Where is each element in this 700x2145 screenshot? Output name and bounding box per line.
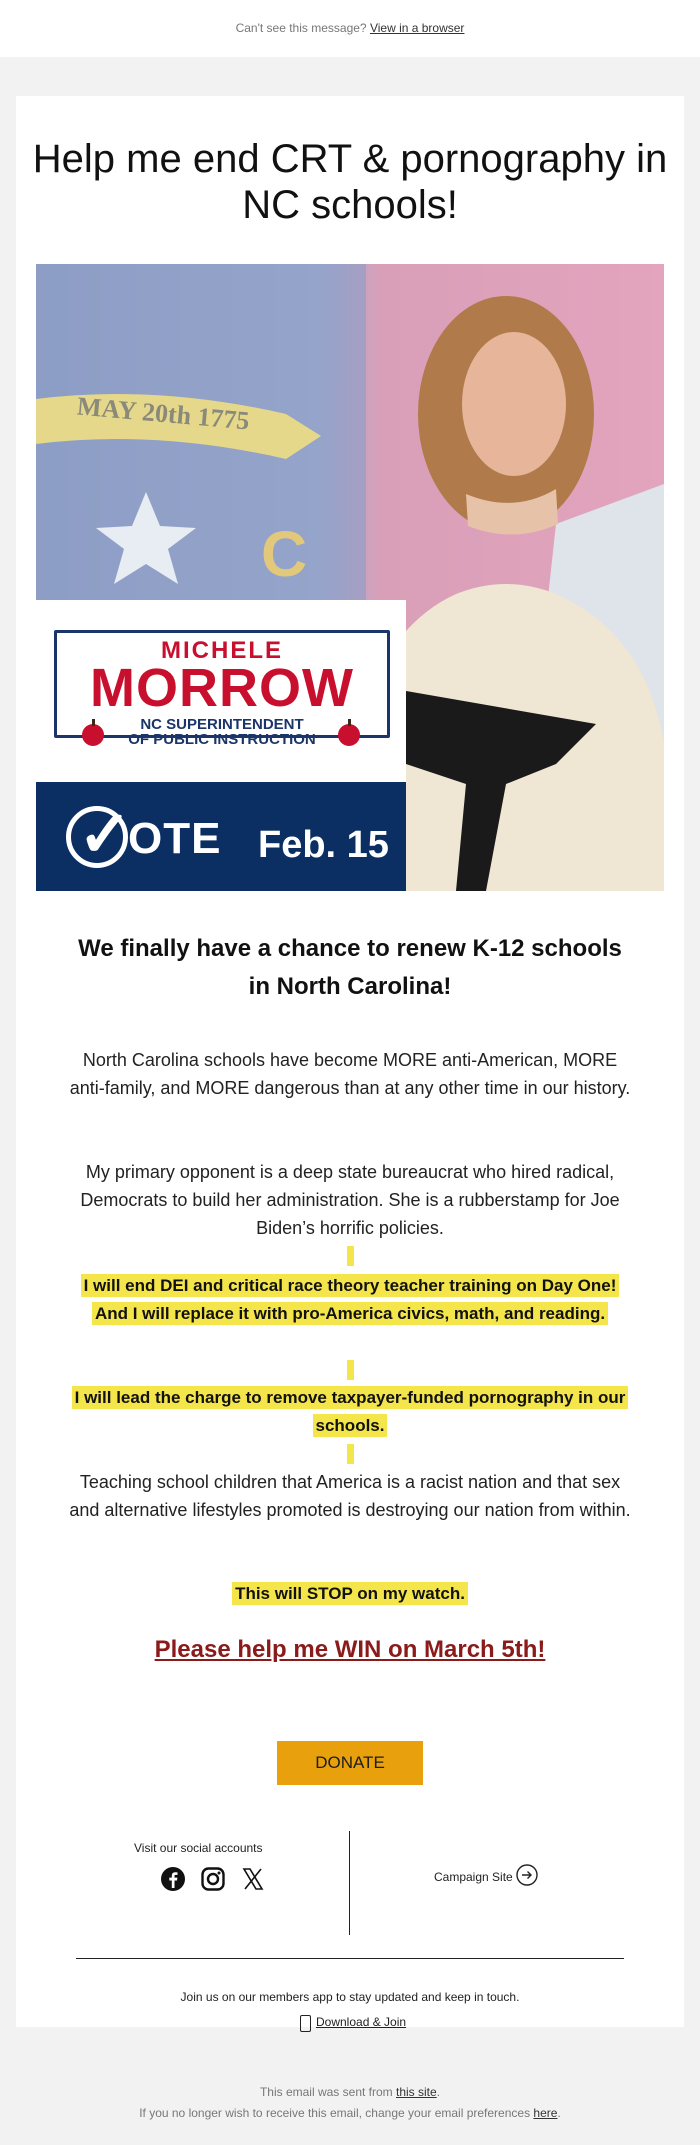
checkmark-icon: ✓ [78, 798, 132, 870]
logo-subtitle-line2: OF PUBLIC INSTRUCTION [128, 731, 316, 748]
highlight-text: I will lead the charge to remove taxpayer-funded pornography in our schools. [72, 1386, 629, 1437]
flag-letter: C [261, 518, 308, 590]
highlight-callout [66, 1272, 634, 1328]
logo-subtitle-line1: NC SUPERINTENDENT [140, 716, 304, 733]
apple-icon [338, 724, 360, 746]
preferences-link[interactable]: here [533, 2106, 558, 2120]
speaker-face [462, 332, 566, 476]
hero-image [36, 264, 664, 891]
highlight-callout [66, 1580, 634, 1608]
logo-last-name: MORROW [90, 658, 354, 718]
instagram-icon[interactable] [200, 1866, 226, 1892]
highlight-divider [347, 1444, 354, 1464]
social-icons [160, 1866, 280, 1896]
this-site-link[interactable]: this site [396, 2085, 437, 2099]
body-paragraph: My primary opponent is a deep state bureaucrat who hired radical, Democrats to build her administration. She is a rubberstamp for Joe Biden’s horrific policies. [80, 1162, 620, 1238]
cta-link[interactable]: Please help me WIN on March 5th! [154, 1636, 546, 1663]
email-headline: Help me end CRT & pornography in NC schools! [32, 137, 668, 227]
view-in-browser-link[interactable]: View in a browser [369, 21, 465, 35]
social-label: Visit our social accounts [134, 1841, 263, 1855]
phone-icon [300, 2015, 311, 2032]
apple-icon [82, 724, 104, 746]
subheadline: We finally have a chance to renew K-12 schools in North Carolina! [78, 935, 622, 1000]
campaign-site-link[interactable]: Campaign Site [434, 1870, 513, 1884]
vote-word: OTE [128, 814, 222, 863]
download-join-label[interactable]: Download & Join [316, 2015, 407, 2029]
footer-pref-end: . [557, 2106, 561, 2120]
footer-divider-horizontal [76, 1958, 624, 1959]
preheader-bar [0, 0, 700, 57]
footer-sent-text: This email was sent from [259, 2085, 393, 2099]
footer-pref-text: If you no longer wish to receive this email, change your email preferences [139, 2106, 531, 2120]
logo-frame [54, 630, 390, 748]
campaign-logo [36, 600, 406, 782]
footer-divider-vertical [349, 1831, 350, 1935]
donate-button[interactable]: DONATE [277, 1741, 423, 1785]
highlight-divider [347, 1246, 354, 1266]
footer-sent-from [0, 2085, 700, 2099]
arrow-right-circle-icon[interactable] [516, 1864, 538, 1886]
members-app-text: Join us on our members app to stay updated and keep in touch. [180, 1990, 520, 2004]
body-paragraph: Teaching school children that America is a racist nation and that sex and alternative lifestyles promoted is destroying our nation from within. [69, 1472, 631, 1520]
preheader [0, 21, 700, 35]
vote-date: Feb. 15 [258, 824, 389, 866]
facebook-icon[interactable] [160, 1866, 186, 1892]
email-card [16, 96, 684, 2027]
vote-banner [36, 782, 406, 891]
x-icon[interactable] [240, 1866, 266, 1892]
highlight-text: This will STOP on my watch. [232, 1582, 468, 1605]
flag-motto: MAY 20th 1775 [75, 391, 251, 436]
footer-sent-end: . [436, 2085, 441, 2099]
body-paragraph: North Carolina schools have become MORE anti-American, MORE anti-family, and MORE dangerous than at any other time in our history. [69, 1050, 631, 1098]
highlight-divider [347, 1360, 354, 1380]
logo-first-name: MICHELE [161, 637, 283, 664]
highlight-text: I will end DEI and critical race theory teacher training on Day One! And I will replace it with pro-America civics, math, and reading. [81, 1274, 620, 1325]
highlight-callout [66, 1384, 634, 1440]
preheader-text: Can't see this message? [235, 21, 367, 35]
footer-preferences [0, 2106, 700, 2120]
